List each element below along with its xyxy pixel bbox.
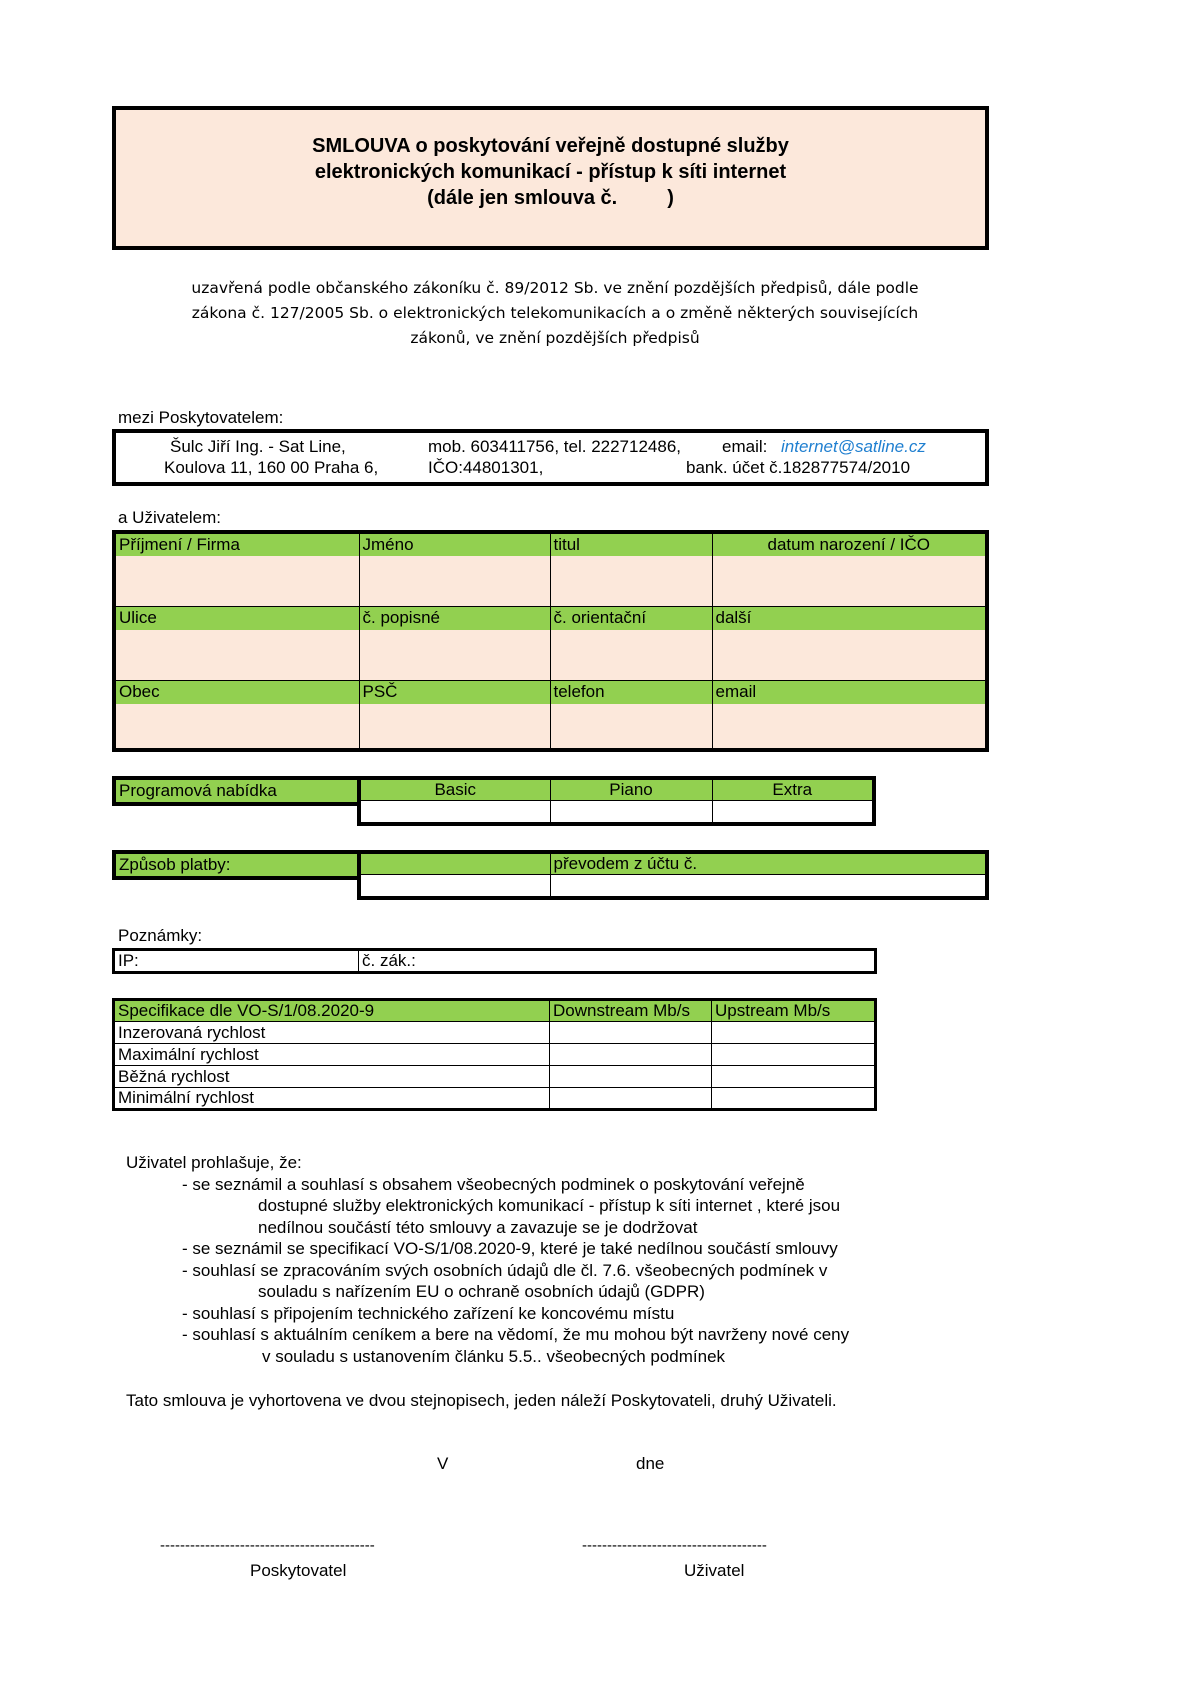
provider-label: mezi Poskytovatelem:: [118, 408, 284, 427]
user-label: a Uživatelem:: [118, 508, 221, 527]
header-orientation-number: č. orientační: [550, 606, 712, 630]
provider-name: Šulc Jiří Ing. - Sat Line,: [170, 437, 346, 456]
payment-transfer-label: převodem z účtu č.: [550, 852, 987, 875]
provider-email-label: email:: [722, 437, 768, 456]
advertised-downstream-field[interactable]: [550, 1022, 712, 1044]
spec-header: Specifikace dle VO-S/1/08.2020-9: [114, 1000, 550, 1022]
program-option-piano: Piano: [550, 778, 712, 801]
maximum-downstream-field[interactable]: [550, 1044, 712, 1066]
user-signature-label: Uživatel: [684, 1561, 745, 1580]
date-label: dne: [636, 1454, 665, 1473]
speed-spec-table: [112, 998, 877, 1111]
provider-ico: IČO:44801301,: [428, 458, 544, 477]
header-street: Ulice: [114, 606, 359, 630]
spec-col-downstream: Downstream Mb/s: [550, 1000, 712, 1022]
spec-row: [114, 1066, 876, 1088]
header-postal-code: PSČ: [359, 680, 550, 704]
provider-box: [112, 429, 989, 486]
header-birthdate-ico: datum narození / IČO: [712, 532, 987, 556]
birthdate-ico-field[interactable]: [712, 556, 987, 606]
spec-row-label: Minimální rychlost: [114, 1088, 550, 1110]
declaration-intro: Uživatel prohlašuje, že:: [126, 1153, 302, 1172]
header-phone: telefon: [550, 680, 712, 704]
program-header-row: [359, 778, 874, 801]
header-house-number: č. popisné: [359, 606, 550, 630]
orientation-number-field[interactable]: [550, 630, 712, 680]
address-header-row: [114, 606, 987, 630]
header-city: Obec: [114, 680, 359, 704]
contract-title-line-2: elektronických komunikací - přístup k síti internet: [314, 161, 787, 183]
header-title: titul: [550, 532, 712, 556]
user-signature-line[interactable]: -------------------------------------: [582, 1537, 767, 1554]
contract-title-line-1: SMLOUVA o poskytování veřejně dostupné služby: [312, 135, 789, 157]
house-number-field[interactable]: [359, 630, 550, 680]
spec-row: [114, 1022, 876, 1044]
spec-row: [114, 1044, 876, 1066]
declaration-item-3: - souhlasí se zpracováním svých osobních údajů dle čl. 7.6. všeobecných podmínek v: [182, 1261, 828, 1280]
notes-table: [112, 948, 877, 974]
declaration-item-1: - se seznámil a souhlasí s obsahem všeobecných podminek o poskytování veřejně: [182, 1175, 805, 1194]
declaration-item-2: - se seznámil se specifikací VO-S/1/08.2020-9, které je také nedílnou součástí smlouvy: [182, 1239, 838, 1258]
spec-row-label: Maximální rychlost: [114, 1044, 550, 1066]
copies-statement: Tato smlouva je vyhortovena ve dvou stejnopisech, jeden náleží Poskytovateli, druhý Uživateli.: [126, 1391, 837, 1410]
account-number-field[interactable]: [550, 875, 987, 898]
program-basic-field[interactable]: [359, 801, 550, 824]
user-header-row: [114, 532, 987, 556]
address-input-row: [114, 630, 987, 680]
phone-field[interactable]: [550, 704, 712, 750]
declaration-item-3-cont: souladu s nařízením EU o ochraně osobních údajů (GDPR): [258, 1282, 705, 1301]
program-options-table: [357, 776, 876, 826]
maximum-upstream-field[interactable]: [712, 1044, 876, 1066]
normal-upstream-field[interactable]: [712, 1066, 876, 1088]
declaration-item-5-cont: v souladu s ustanovením článku 5.5.. všeobecných podmínek: [262, 1347, 726, 1366]
spec-row: [114, 1088, 876, 1110]
notes-row: [114, 950, 876, 973]
provider-address: Koulova 11, 160 00 Praha 6,: [164, 458, 379, 477]
program-option-extra: Extra: [712, 778, 874, 801]
header-email: email: [712, 680, 987, 704]
header-surname: Příjmení / Firma: [114, 532, 359, 556]
declaration-item-5: - souhlasí s aktuálním ceníkem a bere na vědomí, že mu mohou být navrženy nové ceny: [182, 1325, 850, 1344]
user-input-row: [114, 556, 987, 606]
program-option-basic: Basic: [359, 778, 550, 801]
city-field[interactable]: [114, 704, 359, 750]
payment-label-cell: [112, 850, 362, 880]
payment-table: [357, 850, 989, 900]
payment-input-row: [359, 875, 987, 898]
header-other: další: [712, 606, 987, 630]
law-text-line-3: zákonů, ve znění pozdějších předpisů: [410, 329, 700, 347]
normal-downstream-field[interactable]: [550, 1066, 712, 1088]
provider-email-link[interactable]: internet@satline.cz: [781, 437, 926, 456]
program-input-row: [359, 801, 874, 824]
first-name-field[interactable]: [359, 556, 550, 606]
declaration-item-1-cont: nedílnou součástí této smlouvy a zavazuje se je dodržovat: [258, 1218, 698, 1237]
minimum-downstream-field[interactable]: [550, 1088, 712, 1110]
minimum-upstream-field[interactable]: [712, 1088, 876, 1110]
email-field[interactable]: [712, 704, 987, 750]
program-label-cell: [112, 776, 362, 806]
spec-row-label: Inzerovaná rychlost: [114, 1022, 550, 1044]
contract-title-box: [112, 106, 989, 250]
contact-input-row: [114, 704, 987, 750]
advertised-upstream-field[interactable]: [712, 1022, 876, 1044]
contact-header-row: [114, 680, 987, 704]
user-details-table: [112, 530, 989, 752]
program-piano-field[interactable]: [550, 801, 712, 824]
spec-row-label: Běžná rychlost: [114, 1066, 550, 1088]
provider-bank-account: bank. účet č.182877574/2010: [686, 458, 911, 477]
title-field[interactable]: [550, 556, 712, 606]
header-first-name: Jméno: [359, 532, 550, 556]
notes-label: Poznámky:: [118, 926, 203, 945]
program-extra-field[interactable]: [712, 801, 874, 824]
payment-label: Způsob platby:: [119, 855, 231, 874]
street-field[interactable]: [114, 630, 359, 680]
surname-field[interactable]: [114, 556, 359, 606]
program-label: Programová nabídka: [119, 781, 277, 800]
payment-method-field[interactable]: [359, 875, 550, 898]
spec-col-upstream: Upstream Mb/s: [712, 1000, 876, 1022]
payment-method-option[interactable]: [359, 852, 550, 875]
spec-header-row: [114, 1000, 876, 1022]
declaration-item-4: - souhlasí s připojením technického zařízení ke koncovému místu: [182, 1304, 675, 1323]
declaration-item-1-cont: dostupné služby elektronických komunikací - přístup k síti internet , které jsou: [258, 1196, 841, 1215]
customer-number-field[interactable]: č. zák.:: [359, 950, 876, 973]
postal-code-field[interactable]: [359, 704, 550, 750]
provider-phones: mob. 603411756, tel. 222712486,: [428, 437, 682, 456]
ip-field[interactable]: IP:: [114, 950, 359, 973]
provider-signature-line[interactable]: -------------------------------------------: [160, 1537, 375, 1554]
law-text-line-1: uzavřená podle občanského zákoníku č. 89/2012 Sb. ve znění pozdějších předpisů, dále podle: [191, 279, 919, 297]
law-text-line-2: zákona č. 127/2005 Sb. o elektronických telekomunikacích a o změně některých souvisejících: [191, 304, 919, 322]
other-field[interactable]: [712, 630, 987, 680]
contract-number-line: (dále jen smlouva č. ): [427, 187, 674, 209]
payment-header-row: [359, 852, 987, 875]
provider-signature-label: Poskytovatel: [250, 1561, 347, 1580]
place-label: V: [437, 1454, 449, 1473]
